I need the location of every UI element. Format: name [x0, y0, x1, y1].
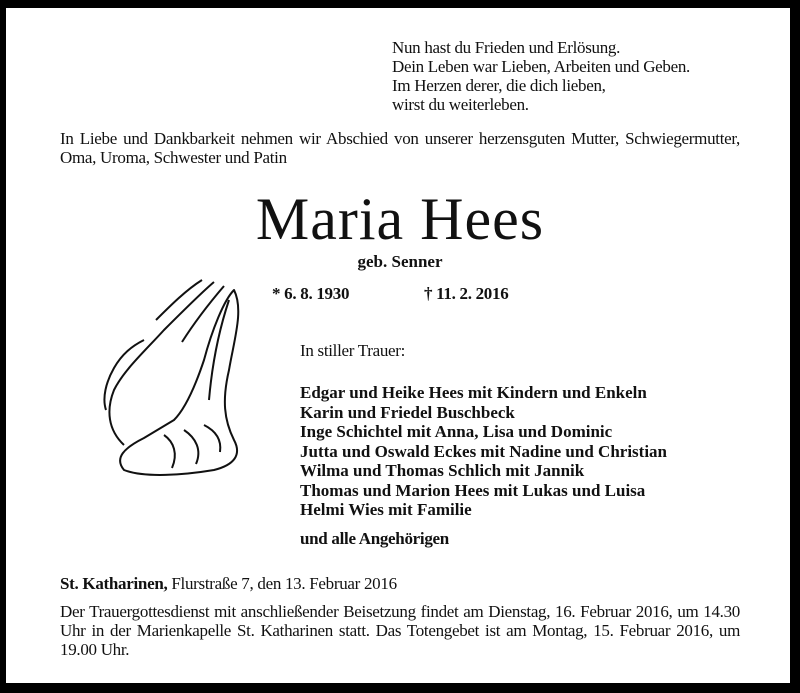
- deceased-name: Maria Hees: [255, 186, 545, 252]
- poem: [392, 38, 690, 114]
- mourner: Jutta und Oswald Eckes mit Nadine und Christian: [300, 441, 668, 461]
- mourner: Helmi Wies mit Familie: [300, 500, 472, 519]
- mourner: Wilma und Thomas Schlich mit Jannik: [300, 461, 585, 480]
- intro-text: In Liebe und Dankbarkeit nehmen wir Abschied von unserer herzensguten Mutter, Schwiegermutter, Oma, Uroma, Schwester und Patin: [60, 129, 740, 167]
- maiden-name: geb. Senner: [357, 252, 443, 271]
- place: St. Katharinen,: [60, 574, 168, 593]
- obituary-notice: [6, 8, 790, 683]
- mourner: Thomas und Marion Hees mit Lukas und Luisa: [300, 480, 646, 500]
- praying-hands-icon: [84, 270, 249, 480]
- birth-date: * 6. 8. 1930: [272, 284, 350, 303]
- mourner-list: [300, 383, 667, 520]
- place-date-line: [60, 574, 397, 593]
- mourner: Edgar und Heike Hees mit Kindern und Enkeln: [300, 383, 647, 402]
- poem-line: Im Herzen derer, die dich lieben,: [392, 76, 606, 95]
- mourner: Karin und Friedel Buschbeck: [300, 402, 515, 422]
- mourner: Inge Schichtel mit Anna, Lisa und Dominic: [300, 422, 613, 441]
- poem-line: wirst du weiterleben.: [392, 95, 529, 114]
- address-date: Flurstraße 7, den 13. Februar 2016: [167, 574, 397, 593]
- poem-line: Nun hast du Frieden und Erlösung.: [392, 38, 621, 57]
- service-info: Der Trauergottesdienst mit anschließender Beisetzung findet am Dienstag, 16. Februar 2016, um 14.30 Uhr in der Marienkapelle St. Katharinen statt. Das Totengebet ist am Montag, 15. Februar 2016, um 19.00 Uhr.: [60, 602, 740, 659]
- relatives: und alle Angehörigen: [300, 529, 449, 548]
- poem-line: Dein Leben war Lieben, Arbeiten und Geben.: [392, 57, 691, 76]
- death-date: † 11. 2. 2016: [424, 284, 509, 303]
- mourning-heading: In stiller Trauer:: [300, 341, 406, 360]
